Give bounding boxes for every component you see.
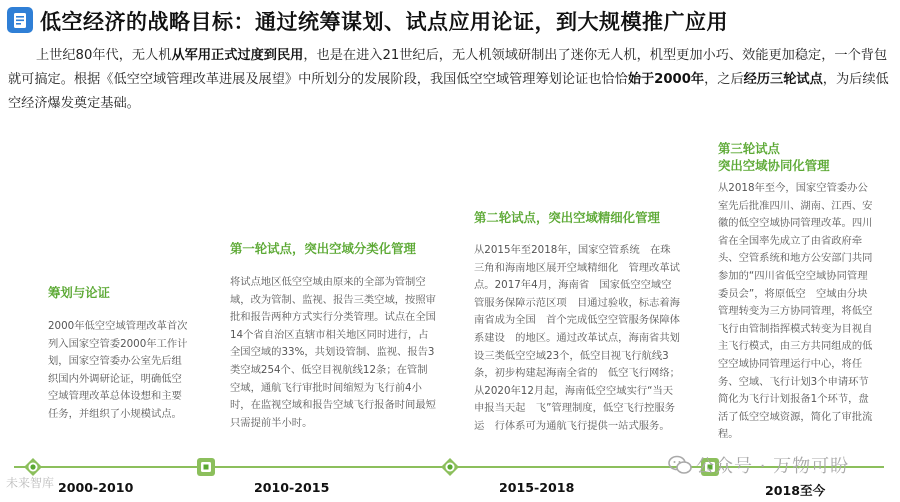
timeline-year-3: 2015-2018 [499, 480, 575, 495]
stage-1-text: 2000年低空空域管理改革首次列入国家空管委2000年工作计划，国家空管委办公室先后组织国内外调研论证，明确低空空域管理改革总体设想和主要任务，并组织了小规模试点。 [48, 320, 188, 420]
stage-3-text: 从2015年至2018年，国家空管系统 在珠三角和海南地区展开空域精细化 管理改革试点。2017年4月，海南省 国家低空空域空管服务保障示范区项 目通过验收，标志着海南省成为全国 首个完成低空空管服务保障体系建设 的地区。通过改革试点，海南省共划 设三类低空空域23个，低空目视飞行航线3条，初步构建起海南全省的 低空飞行网络；从2020年12月起，海南低空空域实行“当天申报当天起 飞”管理制度，低空飞行控服务运 行体系可为通航飞行提供一站式服务。 [474, 244, 691, 432]
stage-3-title: 第二轮试点，突出空域精细化管理 [474, 210, 660, 225]
intro-emphasis-1: 从军用正式过度到民用 [171, 48, 304, 63]
stage-2-text: 将试点地区低空空域由原来的全部为管制空域，改为管制、监视、报告三类空域，按照审批和报告两种方式实行分类管理。试点在全国14个省自治区直辖市相关地区同时进行，占全国空域的33%，共划设管制、监视、报告3类空域254个、低空目视航线12条；在管制空域，通航飞行审批时间缩短为飞行前4小时，在监视空域和报告空域飞行报备时间最短只需提前半小时。 [230, 276, 436, 429]
timeline-year-1: 2000-2010 [58, 480, 134, 495]
stage-1-title: 筹划与论证 [48, 285, 110, 300]
wechat-icon [668, 455, 692, 475]
timeline-node-icon [440, 457, 460, 477]
timeline-node-icon [196, 457, 216, 477]
timeline-year-4: 2018至今 [765, 483, 826, 498]
intro-emphasis-2: 始于2000年 [627, 72, 705, 87]
page-title: 低空经济的战略目标：通过统筹谋划、试点应用论证，到大规模推广应用 [40, 10, 728, 34]
timeline-year-2: 2010-2015 [254, 480, 330, 495]
stage-2-title: 第一轮试点，突出空域分类化管理 [230, 241, 416, 256]
stage-4-title: 第三轮试点 突出空域协同化管理 [718, 141, 830, 173]
intro-paragraph: 上世纪80年代，无人机从军用正式过度到民用，也是在进入21世纪后，无人机领域研制出了迷你无人机，机型更加小巧、效能更加稳定，一个背包就可搞定。根据《低空空域管理改革进展及展望》中所划分的发展阶段，我国低空空域管理筹划论证也恰恰始于2000年，之后经历三轮试点，为后续低空经济爆发奠定基础。 [8, 48, 889, 111]
intro-emphasis-3: 经历三轮试点 [743, 72, 823, 87]
stage-4-text: 从2018年至今，国家空管委办公室先后批准四川、湖南、江西、安徽的低空空域协同管理改革。四川省在全国率先成立了由省政府牵头、空管系统和地方公安部门共同参加的“四川省低空空域协同管理委员会”，将原低空 空域由分块管理转变为三方协同管理，将低空飞行由管制指挥模式转变为目视自主飞行模式，由三方共同组成的低空空域协同管理运行中心，将任务、空域、飞行计划3个申请环节简化为飞行计划报备1个环节，盘活了低空空域资源，简化了审批流程。 [718, 182, 873, 441]
watermark-left: 未来智库 [6, 476, 55, 490]
document-icon [7, 7, 33, 33]
watermark-right: 公众号 · 万物可盼 [668, 452, 849, 478]
